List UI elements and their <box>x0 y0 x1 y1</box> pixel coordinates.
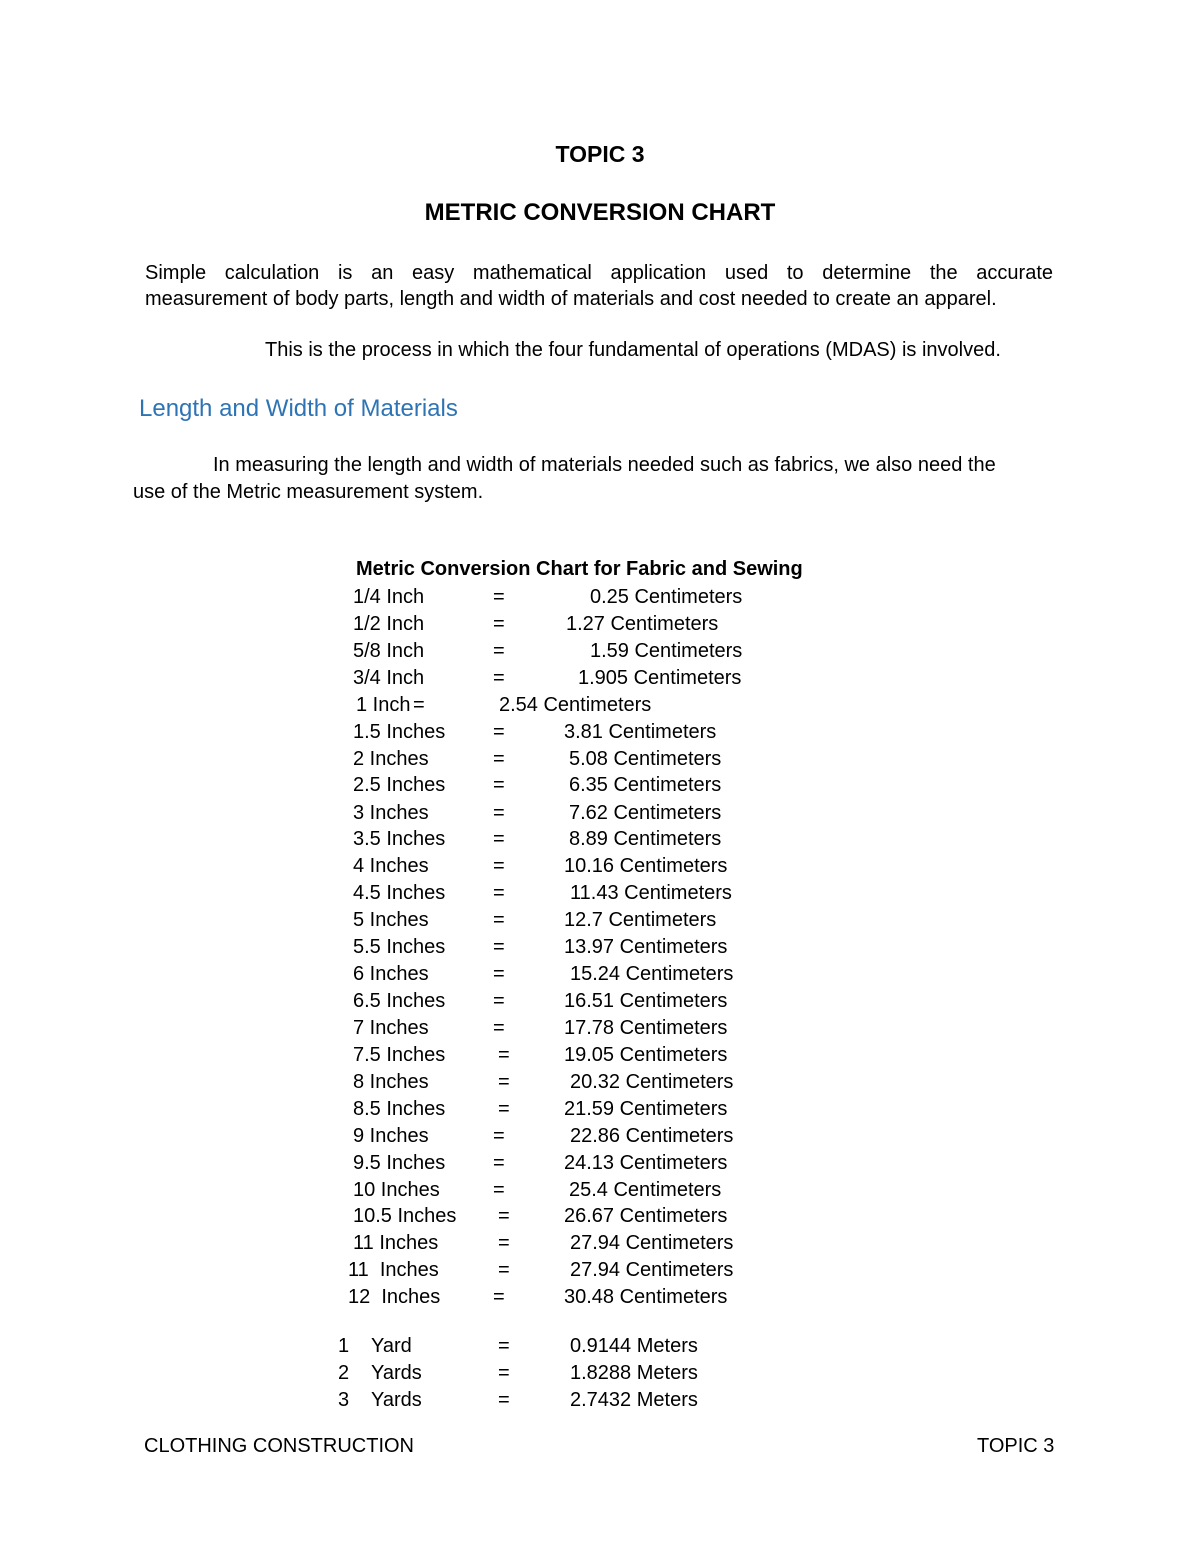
section-line-2: use of the Metric measurement system. <box>133 481 484 503</box>
row-cm-value: 26.67 Centimeters <box>564 1205 728 1227</box>
table-row <box>0 665 1200 692</box>
row-equals-sign: = <box>493 613 505 635</box>
row-inch-value: 3.5 Inches <box>353 828 446 850</box>
row-cm-value: 1.905 Centimeters <box>578 667 742 689</box>
row-inch-value: 4 Inches <box>353 855 429 877</box>
table-row <box>0 1150 1200 1177</box>
row-inch-value: 11 Inches <box>348 1259 439 1281</box>
row-cm-value: 30.48 Centimeters <box>564 1286 728 1308</box>
row-equals-sign: = <box>498 1232 510 1254</box>
table-row <box>0 988 1200 1015</box>
table-row <box>0 772 1200 799</box>
row-inch-value: 8 Inches <box>353 1071 429 1093</box>
row-cm-value: 6.35 Centimeters <box>569 774 722 796</box>
row-cm-value: 5.08 Centimeters <box>569 748 722 770</box>
topic-label: TOPIC 3 <box>555 141 645 167</box>
row-equals-sign: = <box>493 667 505 689</box>
row-inch-value: 11 Inches <box>353 1232 439 1254</box>
row-equals-sign: = <box>498 1205 510 1227</box>
row-equals-sign: = <box>498 1389 510 1411</box>
row-yard-unit: Yards <box>371 1362 422 1384</box>
row-yard-number: 1 <box>338 1335 350 1357</box>
row-inch-value: 3/4 Inch <box>353 667 425 689</box>
row-equals-sign: = <box>498 1259 510 1281</box>
table-row <box>0 934 1200 961</box>
row-meter-value: 1.8288 Meters <box>570 1362 698 1384</box>
row-inch-value: 2 Inches <box>353 748 429 770</box>
table-row <box>0 1042 1200 1069</box>
footer-right: TOPIC 3 <box>977 1435 1055 1457</box>
row-inch-value: 2.5 Inches <box>353 774 446 796</box>
row-inch-value: 9 Inches <box>353 1125 429 1147</box>
row-equals-sign: = <box>493 828 505 850</box>
row-cm-value: 17.78 Centimeters <box>564 1017 728 1039</box>
process-note: This is the process in which the four fundamental of operations (MDAS) is involved. <box>265 339 1001 361</box>
row-inch-value: 1/4 Inch <box>353 586 425 608</box>
table-row <box>0 584 1200 611</box>
table-row <box>0 1123 1200 1150</box>
page-title: METRIC CONVERSION CHART <box>424 199 776 226</box>
table-row <box>0 853 1200 880</box>
row-cm-value: 24.13 Centimeters <box>564 1152 728 1174</box>
table-row <box>0 1257 1200 1284</box>
row-cm-value: 8.89 Centimeters <box>569 828 722 850</box>
row-inch-value: 9.5 Inches <box>353 1152 446 1174</box>
row-equals-sign: = <box>493 936 505 958</box>
table-row <box>0 1096 1200 1123</box>
row-cm-value: 27.94 Centimeters <box>570 1232 734 1254</box>
row-equals-sign: = <box>493 855 505 877</box>
intro-line-2: measurement of body parts, length and width of materials and cost needed to create an apparel. <box>145 288 997 310</box>
row-cm-value: 7.62 Centimeters <box>569 802 722 824</box>
row-cm-value: 21.59 Centimeters <box>564 1098 728 1120</box>
row-inch-value: 4.5 Inches <box>353 882 446 904</box>
row-inch-value: 10 Inches <box>353 1179 440 1201</box>
row-cm-value: 0.25 Centimeters <box>590 586 743 608</box>
row-cm-value: 3.81 Centimeters <box>564 721 717 743</box>
table-row <box>0 961 1200 988</box>
row-equals-sign: = <box>493 1017 505 1039</box>
row-equals-sign: = <box>493 1286 505 1308</box>
row-inch-value: 7.5 Inches <box>353 1044 446 1066</box>
row-yard-unit: Yard <box>371 1335 412 1357</box>
row-inch-value: 3 Inches <box>353 802 429 824</box>
row-yard-number: 2 <box>338 1362 350 1384</box>
row-equals-sign: = <box>498 1362 510 1384</box>
row-equals-sign: = <box>493 990 505 1012</box>
row-equals-sign: = <box>493 774 505 796</box>
row-equals-sign: = <box>493 640 505 662</box>
row-equals-sign: = <box>498 1335 510 1357</box>
row-equals-sign: = <box>493 882 505 904</box>
row-cm-value: 15.24 Centimeters <box>570 963 734 985</box>
row-equals-sign: = <box>413 694 425 716</box>
row-equals-sign: = <box>493 1125 505 1147</box>
row-cm-value: 1.59 Centimeters <box>590 640 743 662</box>
table-row <box>0 746 1200 773</box>
row-inch-value: 5.5 Inches <box>353 936 446 958</box>
row-inch-value: 8.5 Inches <box>353 1098 446 1120</box>
table-row <box>0 826 1200 853</box>
row-cm-value: 25.4 Centimeters <box>569 1179 722 1201</box>
row-equals-sign: = <box>493 721 505 743</box>
row-equals-sign: = <box>493 748 505 770</box>
row-cm-value: 22.86 Centimeters <box>570 1125 734 1147</box>
row-inch-value: 12 Inches <box>348 1286 441 1308</box>
row-yard-number: 3 <box>338 1389 350 1411</box>
row-equals-sign: = <box>493 586 505 608</box>
table-row <box>0 1360 1200 1387</box>
row-equals-sign: = <box>498 1098 510 1120</box>
table-row <box>0 907 1200 934</box>
table-row <box>0 880 1200 907</box>
row-cm-value: 20.32 Centimeters <box>570 1071 734 1093</box>
row-cm-value: 2.54 Centimeters <box>499 694 652 716</box>
row-inch-value: 6 Inches <box>353 963 429 985</box>
row-inch-value: 1 Inch <box>356 694 411 716</box>
table-row <box>0 1333 1200 1360</box>
table-row <box>0 719 1200 746</box>
row-equals-sign: = <box>493 909 505 931</box>
row-equals-sign: = <box>493 963 505 985</box>
row-cm-value: 10.16 Centimeters <box>564 855 728 877</box>
table-row <box>0 800 1200 827</box>
chart-title: Metric Conversion Chart for Fabric and Sewing <box>356 558 803 580</box>
row-meter-value: 0.9144 Meters <box>570 1335 698 1357</box>
row-equals-sign: = <box>493 1179 505 1201</box>
table-row <box>0 1015 1200 1042</box>
table-row <box>0 611 1200 638</box>
row-inch-value: 1/2 Inch <box>353 613 425 635</box>
section-line-1: In measuring the length and width of materials needed such as fabrics, we also need the <box>213 454 996 476</box>
table-row <box>0 1284 1200 1311</box>
row-inch-value: 10.5 Inches <box>353 1205 457 1227</box>
row-inch-value: 5/8 Inch <box>353 640 425 662</box>
table-row <box>0 1177 1200 1204</box>
row-yard-unit: Yards <box>371 1389 422 1411</box>
table-row <box>0 1069 1200 1096</box>
row-cm-value: 27.94 Centimeters <box>570 1259 734 1281</box>
row-inch-value: 6.5 Inches <box>353 990 446 1012</box>
row-equals-sign: = <box>493 1152 505 1174</box>
row-meter-value: 2.7432 Meters <box>570 1389 698 1411</box>
row-cm-value: 12.7 Centimeters <box>564 909 717 931</box>
row-inch-value: 5 Inches <box>353 909 429 931</box>
table-row <box>0 638 1200 665</box>
table-row <box>0 692 1200 719</box>
row-equals-sign: = <box>493 802 505 824</box>
row-equals-sign: = <box>498 1044 510 1066</box>
table-row <box>0 1203 1200 1230</box>
row-cm-value: 19.05 Centimeters <box>564 1044 728 1066</box>
row-inch-value: 7 Inches <box>353 1017 429 1039</box>
table-row <box>0 1387 1200 1414</box>
row-cm-value: 16.51 Centimeters <box>564 990 728 1012</box>
section-heading: Length and Width of Materials <box>139 395 458 422</box>
row-inch-value: 1.5 Inches <box>353 721 446 743</box>
footer-left: CLOTHING CONSTRUCTION <box>144 1435 414 1457</box>
row-cm-value: 13.97 Centimeters <box>564 936 728 958</box>
table-row <box>0 1230 1200 1257</box>
row-equals-sign: = <box>498 1071 510 1093</box>
intro-line-1: Simple calculation is an easy mathematical application used to determine the accurate <box>145 262 1053 284</box>
row-cm-value: 11.43 Centimeters <box>570 882 732 904</box>
row-cm-value: 1.27 Centimeters <box>566 613 719 635</box>
